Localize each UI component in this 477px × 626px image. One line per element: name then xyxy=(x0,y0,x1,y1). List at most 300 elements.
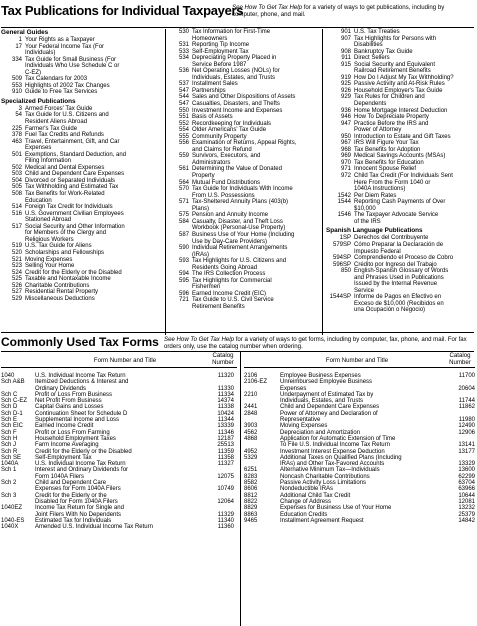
publication-number: 514 xyxy=(11,204,22,211)
publication-title: The Taxpayer Advocate Service of the IRS xyxy=(354,212,439,225)
publication-title: Tax Guide for Small Business (For Individuals Who Use Schedule C or C-EZ) xyxy=(25,56,120,76)
publication-number: 950 xyxy=(340,133,351,140)
catalog-number: 13339 xyxy=(217,423,234,430)
publication-number: 556 xyxy=(178,140,189,147)
form-number: Sch H xyxy=(1,435,18,442)
publication-number: 519 xyxy=(11,243,22,250)
catalog-number: 11340 xyxy=(217,517,234,524)
publication-number: 378 xyxy=(11,132,22,139)
publication-number: 570 xyxy=(178,186,189,193)
publication-title: Your Rights as a Taxpayer xyxy=(25,37,95,43)
publication-entry xyxy=(326,121,476,134)
publication-entry xyxy=(168,199,318,212)
publication-number: 547 xyxy=(178,101,189,108)
publication-entry xyxy=(168,140,318,153)
publication-title: Passive Activity and At-Risk Rules xyxy=(354,81,445,88)
form-title: Child and Dependent Care Expenses xyxy=(280,404,380,411)
catalog-number: 11346 xyxy=(217,429,234,436)
publications-note xyxy=(232,4,472,19)
publication-number: 590 xyxy=(178,245,189,252)
publication-title: Household Employer's Tax Guide xyxy=(354,87,443,94)
publication-entry xyxy=(326,212,476,225)
publication-number: 521 xyxy=(11,256,22,263)
catalog-number: 11358 xyxy=(217,454,234,461)
form-entry xyxy=(1,524,234,530)
publication-number: 524 xyxy=(11,269,22,276)
form-number: 1040EZ xyxy=(1,505,23,512)
publications-header xyxy=(1,3,474,28)
publication-number: 520 xyxy=(11,249,22,256)
publication-number: 907 xyxy=(340,35,351,42)
form-number: 1040-ES xyxy=(1,517,25,524)
form-number: Sch A&B xyxy=(1,379,25,386)
form-title: Farm Income Averaging xyxy=(35,442,99,449)
form-number: 8283 xyxy=(244,473,258,480)
publication-number: 1544 xyxy=(337,199,351,206)
form-title: Power of Attorney and Declaration of Representative xyxy=(280,410,378,424)
publication-title: Determining the Value of Donated Property xyxy=(192,166,282,180)
publication-number: 509 xyxy=(11,76,22,83)
form-number: 4952 xyxy=(244,448,258,455)
publication-title: Guide to Free Tax Services xyxy=(25,89,98,96)
publication-number: 970 xyxy=(340,159,351,166)
publication-title: Depreciating Property Placed in Service Before 1987 xyxy=(192,55,277,68)
catalog-number: 14374 xyxy=(217,398,234,405)
publication-title: Introduction to Estate and Gift Taxes xyxy=(354,133,451,140)
form-number: 2848 xyxy=(244,410,258,417)
form-number: 4868 xyxy=(244,435,258,442)
catalog-number: 10424 xyxy=(217,410,234,417)
form-number: Sch C-EZ xyxy=(1,398,28,405)
form-column-header-left: Form Number and Title xyxy=(93,357,157,364)
publication-number: 971 xyxy=(340,166,351,173)
publication-title: Pension and Annuity Income xyxy=(192,212,269,219)
publication-title: Moving Expenses xyxy=(25,256,73,263)
publication-entry xyxy=(168,232,318,245)
form-entry xyxy=(244,455,475,468)
publication-title: Residential Rental Property xyxy=(25,289,99,296)
catalog-number: 12490 xyxy=(458,423,475,430)
publication-entry xyxy=(326,268,476,294)
form-number: Sch SE xyxy=(1,454,22,461)
publication-title: English-Spanish Glossary of Words and Phrases Used in Publications Issued by the Internal Revenue Service xyxy=(354,268,449,294)
catalog-number: 11334 xyxy=(217,391,234,398)
publication-number: 1SP xyxy=(339,235,351,242)
publications-list-2 xyxy=(168,29,318,311)
publication-number: 550 xyxy=(178,107,189,114)
publication-title: Armed Forces' Tax Guide xyxy=(25,105,93,112)
publication-entry xyxy=(168,153,318,166)
publication-number: 911 xyxy=(341,55,351,62)
publication-number: 527 xyxy=(11,289,22,296)
form-number: 8829 xyxy=(244,505,258,512)
publication-number: 501 xyxy=(11,151,22,158)
form-entry xyxy=(1,493,234,506)
catalog-number: 63704 xyxy=(458,480,475,487)
publication-title: Cómo Preparar la Declaración de Impuesto Federal xyxy=(354,241,444,255)
catalog-number: 10644 xyxy=(458,492,475,499)
form-title: Unreimbursed Employee Business Expenses xyxy=(280,379,373,392)
publication-entry xyxy=(1,296,161,303)
publication-entry xyxy=(326,199,476,212)
publication-entry xyxy=(326,94,476,107)
publication-title: Scholarships and Fellowships xyxy=(25,249,105,256)
catalog-number: 12064 xyxy=(217,498,234,505)
publication-title: Home Mortgage Interest Deduction xyxy=(354,107,448,114)
publications-column-2 xyxy=(168,29,318,311)
publication-number: 850 xyxy=(340,268,351,275)
publication-entry xyxy=(326,173,476,193)
publication-title: Direct Sellers xyxy=(354,55,390,62)
catalog-number: 13329 xyxy=(458,461,475,468)
form-title: Additional Taxes on Qualified Plans (Including IRAs) and Other Tax-Favored Accounts xyxy=(280,454,402,468)
publication-entry xyxy=(1,57,161,77)
catalog-number: 11862 xyxy=(458,404,475,411)
form-title: Interest and Ordinary Dividends for Form 1040A Filers xyxy=(35,467,129,480)
publication-number: 3 xyxy=(18,105,22,112)
section-rule xyxy=(1,332,474,333)
catalog-number: 11338 xyxy=(217,404,234,411)
form-number: 1040 xyxy=(1,373,15,379)
publication-title: Individual Retirement Arrangements (IRAs) xyxy=(192,245,288,258)
catalog-number: 11700 xyxy=(458,373,475,379)
publication-number: 946 xyxy=(340,114,351,121)
spanish-heading: Spanish Language Publications xyxy=(326,227,423,235)
form-header-underline xyxy=(244,367,475,368)
catalog-column-header-right: Catalog Number xyxy=(449,352,471,366)
publication-title: Comprendiendo el Proceso de Cobro xyxy=(354,255,454,262)
publication-title: Survivors, Executors, and Administrators xyxy=(192,153,261,166)
publication-entry xyxy=(168,219,318,232)
form-entry xyxy=(244,518,475,524)
publication-title: Older Americans' Tax Guide xyxy=(192,127,267,134)
publication-number: 919 xyxy=(340,74,351,81)
publication-number: 926 xyxy=(340,87,351,94)
publication-title: The IRS Collection Process xyxy=(192,271,266,278)
form-number: Sch D-1 xyxy=(1,410,23,417)
publication-number: 534 xyxy=(178,55,189,62)
publication-title: Tax Calendars for 2003 xyxy=(25,76,88,83)
form-title: Profit or Loss From Farming xyxy=(35,429,110,436)
publication-number: 1546 xyxy=(337,212,351,219)
general-guides-heading: General Guides xyxy=(1,29,49,36)
form-title: Amended U.S. Individual Income Tax Return xyxy=(35,524,153,531)
specialized-heading: Specialized Publications xyxy=(1,97,76,105)
publication-title: Reporting Tip Income xyxy=(192,42,250,49)
form-number: Sch 1 xyxy=(1,467,17,474)
publication-number: 584 xyxy=(178,218,189,225)
publication-number: 579SP xyxy=(332,241,351,248)
publication-entry xyxy=(1,44,161,57)
form-number: 8812 xyxy=(244,492,258,499)
catalog-number: 12906 xyxy=(458,429,475,436)
form-number: 2106-EZ xyxy=(244,379,268,386)
form-title: Estimated Tax for Individuals xyxy=(35,517,112,524)
form-number: Sch 3 xyxy=(1,492,17,499)
form-title: Investment Interest Expense Deduction xyxy=(280,448,385,455)
publication-title: Reporting Cash Payments of Over $10,000 xyxy=(354,199,446,212)
catalog-number: 63966 xyxy=(458,486,475,493)
publication-title: Casualty, Disaster, and Theft Loss Workbook (Personal-Use Property) xyxy=(192,218,286,232)
form-number: 8863 xyxy=(244,511,258,518)
form-entry xyxy=(244,379,475,392)
form-title: Itemized Deductions & Interest and Ordinary Dividends xyxy=(35,379,129,392)
form-number: 8582 xyxy=(244,480,258,487)
catalog-number: 11329 xyxy=(217,511,234,518)
catalog-number: 11320 xyxy=(217,373,234,379)
publication-entry xyxy=(168,29,318,42)
forms-note-emphasis: See How To Get Tax Help xyxy=(164,336,235,343)
form-number: Sch R xyxy=(1,448,18,455)
form-number: 4562 xyxy=(244,429,258,436)
publication-number: 225 xyxy=(11,125,22,132)
forms-title: Commonly Used Tax Forms xyxy=(1,335,159,349)
publication-title: U.S. Government Civilian Employees Stationed Abroad xyxy=(25,210,124,224)
form-number: 3903 xyxy=(244,423,258,430)
catalog-number: 11360 xyxy=(217,524,234,531)
publication-title: Bankruptcy Tax Guide xyxy=(354,48,413,55)
publication-entry xyxy=(1,112,161,125)
forms-list-left xyxy=(1,373,234,530)
publication-title: Foreign Tax Credit for Individuals xyxy=(25,204,113,211)
form-number: 6251 xyxy=(244,467,258,474)
catalog-number: 25513 xyxy=(217,442,234,449)
form-number: 2441 xyxy=(244,404,258,411)
catalog-column-header-left: Catalog Number xyxy=(212,352,234,366)
catalog-number: 20604 xyxy=(458,385,475,392)
form-title: Child and Dependent Care Expenses for Form 1040A Filers xyxy=(35,480,121,493)
form-title: Application for Automatic Extension of Time To File U.S. Individual Income Tax Return xyxy=(280,435,396,449)
publication-entry xyxy=(168,258,318,271)
publication-title: U.S. Tax Treaties xyxy=(354,29,400,35)
publication-title: Innocent Spouse Relief xyxy=(354,166,417,173)
catalog-number: 14842 xyxy=(458,517,475,524)
publication-number: 533 xyxy=(178,48,189,55)
publication-number: 559 xyxy=(178,153,189,160)
form-title: Education Credits xyxy=(280,511,328,518)
publication-title: IRS Will Figure Your Tax xyxy=(354,140,419,147)
publication-number: 561 xyxy=(178,166,189,173)
publication-title: Child Tax Credit (For Individuals Sent Here From the Form 1040 or 1040A Instructions) xyxy=(354,173,453,193)
publications-column-3 xyxy=(326,29,476,314)
publication-title: Credit for the Elderly or the Disabled xyxy=(25,269,122,276)
column-divider xyxy=(322,29,323,335)
publication-entry xyxy=(1,224,161,244)
publication-number: 334 xyxy=(11,56,22,63)
publication-number: 530 xyxy=(178,29,189,35)
form-number: Sch F xyxy=(1,429,17,436)
forms-note xyxy=(164,336,474,350)
publication-number: 571 xyxy=(178,199,189,206)
publication-entry xyxy=(1,89,161,96)
publication-entry xyxy=(168,68,318,81)
publication-title: Miscellaneous Deductions xyxy=(25,295,95,302)
publication-entry xyxy=(168,245,318,258)
publication-number: 523 xyxy=(11,263,22,270)
column-divider xyxy=(165,29,166,335)
publication-number: 526 xyxy=(11,282,22,289)
form-number: 8822 xyxy=(244,498,258,505)
publications-note-emphasis: See How To Get Tax Help xyxy=(232,4,303,11)
catalog-number: 13232 xyxy=(458,505,475,512)
publication-number: 1 xyxy=(18,37,22,43)
form-title: Alternative Minimum Tax—Individuals xyxy=(280,467,380,474)
publication-title: Casualties, Disasters, and Thefts xyxy=(192,101,280,108)
form-title: Moving Expenses xyxy=(280,423,328,430)
publication-title: Tax-Sheltered Annuity Plans (403(b) Plans) xyxy=(192,199,289,212)
form-title: Passive Activity Loss Limitations xyxy=(280,480,367,487)
publication-number: 537 xyxy=(178,81,189,88)
publication-entry xyxy=(1,152,161,165)
form-title: Additional Child Tax Credit xyxy=(280,492,351,499)
catalog-number: 11344 xyxy=(217,417,234,424)
form-number: 8606 xyxy=(244,486,258,493)
publication-title: Informe de Pagos en Efectivo en Exceso de $10,000 (Recibidos en una Ocupación o Negocio) xyxy=(354,294,444,314)
publication-number: 517 xyxy=(11,223,22,230)
publication-title: Net Operating Losses (NOLs) for Individuals, Estates, and Trusts xyxy=(192,68,280,81)
publication-title: Tax Highlights for Commercial Fishermen xyxy=(192,277,272,291)
publication-title: Installment Sales xyxy=(192,81,238,88)
publication-number: 503 xyxy=(11,171,22,178)
publication-title: Investment Income and Expenses xyxy=(192,107,283,114)
publication-number: 554 xyxy=(178,127,189,134)
publication-number: 531 xyxy=(178,42,189,49)
form-entry xyxy=(1,467,234,480)
publication-title: Self-Employment Tax xyxy=(192,48,249,55)
form-title: U.S. Individual Income Tax Return xyxy=(35,461,126,468)
catalog-number: 11327 xyxy=(217,461,234,468)
publication-number: 547 xyxy=(178,87,189,94)
form-title: Profit or Loss From Business xyxy=(35,391,113,398)
specialized-publications-list xyxy=(1,106,161,302)
publication-entry xyxy=(326,242,476,255)
publication-title: Divorced or Separated Individuals xyxy=(25,177,116,184)
forms-note-text: for a variety of ways to get forms, including by computer, fax, phone, and mail. For fax orders only, use the catalog number when ordering. xyxy=(164,336,467,351)
publication-number: 553 xyxy=(11,82,22,89)
publication-number: 969 xyxy=(340,153,351,160)
publication-number: 587 xyxy=(178,231,189,238)
publication-title: U.S. Tax Guide for Aliens xyxy=(25,243,92,250)
publication-entry xyxy=(168,186,318,199)
publication-number: 502 xyxy=(11,164,22,171)
publications-note-text: for a variety of ways to get publications, including by computer, phone, and mail. xyxy=(232,4,445,19)
publication-title: Selling Your Home xyxy=(25,263,75,270)
publications-column-1 xyxy=(1,29,161,302)
catalog-number: 13177 xyxy=(458,448,475,455)
publication-number: 721 xyxy=(178,297,189,304)
publication-number: 968 xyxy=(340,146,351,153)
form-title: Earned Income Credit xyxy=(35,423,94,430)
form-title: Expenses for Business Use of Your Home xyxy=(280,505,392,512)
publication-number: 54 xyxy=(15,112,22,119)
form-entry xyxy=(1,505,234,518)
publication-title: Crédito por Ingreso del Trabajo xyxy=(354,261,437,268)
form-entry xyxy=(1,379,234,392)
publication-title: Social Security and Other Information for Members of the Clergy and Religious Workers xyxy=(25,223,125,243)
publication-title: Taxable and Nontaxable Income xyxy=(25,276,111,283)
spanish-publications-list xyxy=(326,235,476,314)
publication-title: Farmer's Tax Guide xyxy=(25,125,78,132)
publication-title: Child and Dependent Care Expenses xyxy=(25,171,125,178)
publication-number: 505 xyxy=(11,184,22,191)
publication-entry xyxy=(1,139,161,152)
publication-number: 564 xyxy=(178,179,189,186)
form-entry xyxy=(1,480,234,493)
catalog-number: 13600 xyxy=(458,467,475,474)
publication-number: 901 xyxy=(340,29,351,35)
publication-number: 463 xyxy=(11,138,22,145)
publications-list-3 xyxy=(326,29,476,225)
publication-entry xyxy=(1,211,161,224)
publication-title: Medical Savings Accounts (MSAs) xyxy=(354,153,446,160)
form-title: Credit for the Elderly or the Disabled xyxy=(35,448,132,455)
publication-title: Sales and Other Dispositions of Assets xyxy=(192,94,296,101)
publication-title: Fuel Tax Credits and Refunds xyxy=(25,132,104,139)
form-number: 2210 xyxy=(244,391,258,398)
publication-title: Basis of Assets xyxy=(192,114,233,121)
publication-title: Medical and Dental Expenses xyxy=(25,164,105,171)
form-title: Nondeductible IRAs xyxy=(280,486,334,493)
publication-title: How Do I Adjust My Tax Withholding? xyxy=(354,74,454,81)
publication-title: Practice Before the IRS and Power of Attorney xyxy=(354,120,429,134)
general-guides-list xyxy=(1,37,161,96)
forms-column-divider xyxy=(240,352,241,626)
form-title: Noncash Charitable Contributions xyxy=(280,473,370,480)
publication-number: 525 xyxy=(11,276,22,283)
form-column-header-right: Form Number and Title xyxy=(325,357,389,364)
publication-title: Partnerships xyxy=(192,87,226,94)
publication-title: Examination of Returns, Appeal Rights, and Claims for Refund xyxy=(192,140,297,153)
form-title: Household Employment Taxes xyxy=(35,435,116,442)
publication-title: Derechos del Contribuyente xyxy=(354,235,429,242)
publication-number: 936 xyxy=(340,107,351,114)
form-number: Sch C xyxy=(1,391,18,398)
publication-number: 575 xyxy=(178,212,189,219)
publication-title: Earned Income Credit (EIC) xyxy=(192,290,267,297)
publication-number: 596 xyxy=(178,290,189,297)
publication-number: 593 xyxy=(178,258,189,265)
catalog-number: 12075 xyxy=(217,473,234,480)
catalog-number: 12187 xyxy=(217,435,234,442)
publication-number: 910 xyxy=(11,89,22,96)
publication-number: 504 xyxy=(11,177,22,184)
publication-entry xyxy=(326,36,476,49)
publication-number: 1544SP xyxy=(329,294,351,301)
publication-title: Charitable Contributions xyxy=(25,282,90,289)
publication-title: Mutual Fund Distributions xyxy=(192,179,261,186)
publication-number: 967 xyxy=(340,140,351,147)
publication-number: 947 xyxy=(340,120,351,127)
publication-title: Tax Benefits for Adoption xyxy=(354,146,421,153)
publication-number: 516 xyxy=(11,210,22,217)
form-entry xyxy=(244,436,475,449)
form-title: Net Profit From Business xyxy=(35,398,102,405)
publication-entry xyxy=(326,62,476,75)
form-entry xyxy=(244,392,475,405)
publication-entry xyxy=(1,191,161,204)
publication-number: 972 xyxy=(340,173,351,180)
form-number: Sch D xyxy=(1,404,18,411)
form-title: Credit for the Elderly or the Disabled for Form 1040A Filers xyxy=(35,492,118,505)
publication-title: Tax Guide for Individuals With Income From U.S. Possessions xyxy=(192,186,293,199)
form-number: Sch E xyxy=(1,417,18,424)
form-title: Installment Agreement Request xyxy=(280,517,364,524)
publication-title: Business Use of Your Home (Including Use by Day-Care Providers) xyxy=(192,231,295,245)
form-entry xyxy=(244,411,475,424)
publication-number: 17 xyxy=(15,43,22,50)
publication-number: 929 xyxy=(340,94,351,101)
publication-number: 915 xyxy=(340,61,351,68)
